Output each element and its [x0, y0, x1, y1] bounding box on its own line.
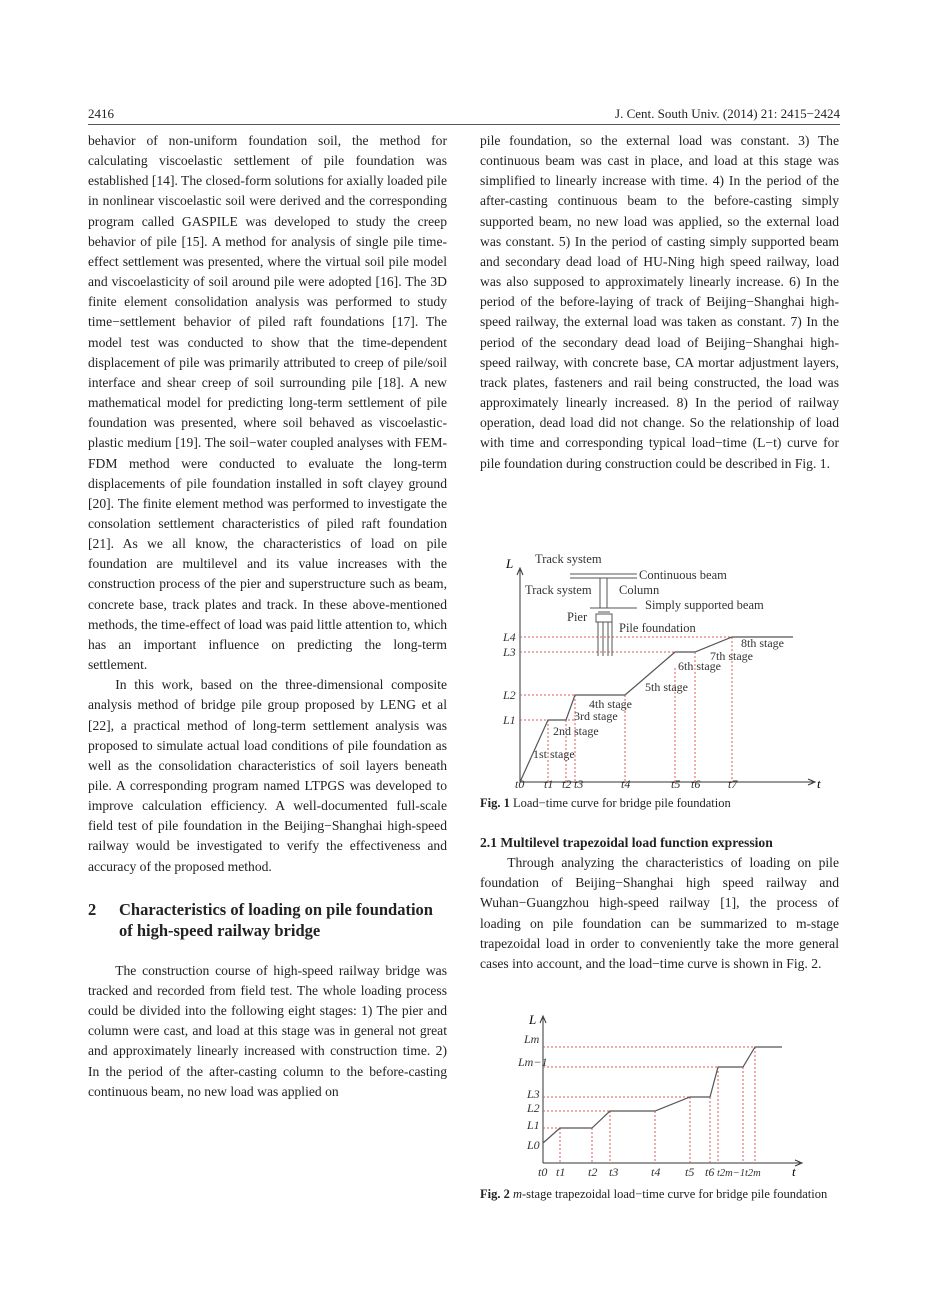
figure-1-caption [480, 794, 839, 813]
paragraph: pile foundation, so the external load was constant. 3) The continuous beam was cast in place, and load at this stage was simplified to linearly increase with time. 4) In the period of the after-casting continuous beam to the before-casting simply supported beam, no new load was applied, so the external load was constant. 5) In the period of casting simply supported beam and secondary dead load of HU-Ning high speed railway, load was also supposed to approximately linearly increase. 6) In the period of the before-laying of track of Beijing−Shanghai high-speed railway, the external load was taken as constant. 7) In the period of the secondary dead load of Beijing−Shanghai high-speed railway, with concrete base, CA mortar adjustment layers, track plates, fasteners and rail being constructed, the load was approximately linearly increased. 8) In the period of railway operation, dead load did not change. So the relationship of load with time and corresponding typical load−time (L−t) curve for pile foundation during construction could be described in Fig. 1. [480, 133, 839, 471]
fig1-axis-x: t [817, 776, 821, 791]
fig1-xtick: t1 [544, 777, 554, 791]
fig2-xtick: t4 [651, 1165, 661, 1179]
left-column [88, 131, 447, 1102]
subsection-title: 2.1 Multilevel trapezoidal load function expression [480, 835, 773, 850]
fig1-stage-label: 2nd stage [553, 724, 599, 738]
fig1-xtick: t3 [574, 777, 584, 791]
fig1-ytick: L3 [503, 645, 516, 659]
paragraph: behavior of non-uniform foundation soil, the method for calculating viscoelastic settlement of pile foundation was established [14]. The closed-form solutions for axially loaded pile in nonlinear viscoelastic soil were derived and the corresponding program called GASPILE was developed to study the creep behavior of pile [15]. A method for analysis of single pile time-effect settlement was presented, where the virtual soil pile model and viscoelasticity of soil around pile were adopted [16]. The 3D finite element consolidation analysis was performed to study time−settlement behavior of piled raft foundations [17]. The model test was conducted to show that the time-dependent displacement of pile was primarily attributed to creep of pile/soil interface and shear creep of soil surrounding pile [18]. A new mathematical model for predicting long-term settlement of pile foundation was presented, where soil behaved as viscoelastic-plastic medium [19]. The soil−water coupled analyses with FEM-FDM method were conducted to evaluate the long-term displacements of pile foundation installed in soft clayey ground [20]. The finite element method was performed to investigate the consolation settlement characteristics of piled raft foundation [21]. As we all know, the characteristics of load on pile foundation are multilevel and its value increases with the construction process of the pier and superstructure such as beam, concrete base, track plates and track. In these above-mentioned methods, the time-effect of load was paid little attention to, which has an important influence on predicting the long-term settlement. [88, 133, 447, 673]
fig1-label-track-system-2: Track system [525, 583, 592, 597]
fig2-ytick: L0 [527, 1138, 540, 1152]
fig1-ytick: L4 [503, 630, 516, 644]
fig2-xtick: t2 [588, 1165, 598, 1179]
fig1-stage-label: 3rd stage [574, 709, 618, 723]
section-number: 2 [88, 899, 97, 919]
fig1-label-simply-supported-beam: Simply supported beam [645, 598, 764, 612]
fig1-label-track-system: Track system [535, 552, 602, 566]
caption-label: Fig. 1 [480, 796, 510, 810]
fig1-xtick: t7 [728, 777, 738, 791]
fig1-ytick: L1 [503, 713, 516, 727]
section-heading [88, 899, 447, 941]
fig1-stage-label: 5th stage [645, 680, 688, 694]
page-number: 2416 [88, 106, 114, 121]
subsection-2-1 [480, 833, 839, 974]
caption-text: Load−time curve for bridge pile foundation [512, 796, 731, 810]
header-rule [88, 124, 840, 125]
fig2-ytick: Lm [524, 1032, 540, 1046]
fig2-axis-y: L [529, 1012, 537, 1027]
fig2-xtick: t5 [685, 1165, 695, 1179]
fig2-ytick: L3 [527, 1087, 540, 1101]
paragraph: The construction course of high-speed railway bridge was tracked and recorded from field test. The whole loading process could be divided into the following eight stages: 1) The pier and column were cast, and load at this stage was in general not great and approximately linearly increased with construction time. 2) In the period of the after-casting column to the before-casting continuous beam, no new load was applied on [88, 962, 447, 1099]
fig1-label-column: Column [619, 583, 660, 597]
fig1-label-pile-foundation: Pile foundation [619, 621, 696, 635]
fig2-axis-x: t [792, 1164, 796, 1179]
right-column [480, 131, 839, 474]
caption-text: -stage trapezoidal load−time curve for bridge pile foundation [522, 1187, 828, 1201]
fig2-xtick: t1 [556, 1165, 566, 1179]
journal-citation: J. Cent. South Univ. (2014) 21: 2415−2424 [615, 106, 840, 121]
figure-2 [510, 1010, 810, 1185]
fig1-stage-label: 6th stage [678, 659, 721, 673]
section-title: Characteristics of loading on pile foundation of high-speed railway bridge [119, 899, 433, 940]
fig1-stage-label: 4th stage [589, 697, 632, 711]
caption-italic: m [512, 1187, 523, 1201]
fig1-label-continuous-beam: Continuous beam [639, 568, 727, 582]
fig2-xtick: t0 [538, 1165, 548, 1179]
fig1-xtick: t0 [515, 777, 525, 791]
fig1-label-pier: Pier [567, 610, 588, 624]
fig1-xtick: t2 [562, 777, 572, 791]
fig1-stage-label: 1st stage [533, 747, 575, 761]
caption-label: Fig. 2 [480, 1187, 510, 1201]
fig1-xtick: t6 [691, 777, 701, 791]
fig1-ytick: L2 [503, 688, 516, 702]
figure-1 [495, 548, 840, 798]
fig2-xtick: t6 [705, 1165, 715, 1179]
fig1-stage-label: 8th stage [741, 636, 784, 650]
fig1-stage-label: 7th stage [710, 649, 753, 663]
fig2-ytick: Lm−1 [518, 1055, 548, 1069]
paragraph: In this work, based on the three-dimensional composite analysis method of bridge pile group proposed by LENG et al [22], a practical method of long-term settlement analysis was proposed to simulate actual load conditions of pile foundation as well as the consolidation characteristics of soil layers beneath pile. A corresponding program named LTPGS was developed to improve calculation efficiency. A well-documented full-scale field test of pile foundation in the Beijing−Shanghai high-speed railway would be investigated to verify the effectiveness and accuracy of the proposed method. [88, 677, 447, 874]
fig2-xtick: t2m−1 [717, 1168, 746, 1179]
fig2-xtick: t2m [745, 1168, 761, 1179]
fig1-xtick: t4 [621, 777, 631, 791]
fig2-ytick: L1 [527, 1118, 540, 1132]
fig2-xtick: t3 [609, 1165, 619, 1179]
fig2-ytick: L2 [527, 1101, 540, 1115]
fig1-xtick: t5 [671, 777, 681, 791]
fig1-axis-y: L [506, 556, 514, 571]
figure-2-caption [480, 1185, 839, 1204]
paragraph: Through analyzing the characteristics of loading on pile foundation of Beijing−Shanghai high speed railway and Wuhan−Guangzhou high-speed railway [1], the process of loading on pile foundation can be summarized to m-stage trapezoidal load in order to conveniently take the more general cases into account, and the load−time curve is shown in Fig. 2. [480, 855, 839, 971]
